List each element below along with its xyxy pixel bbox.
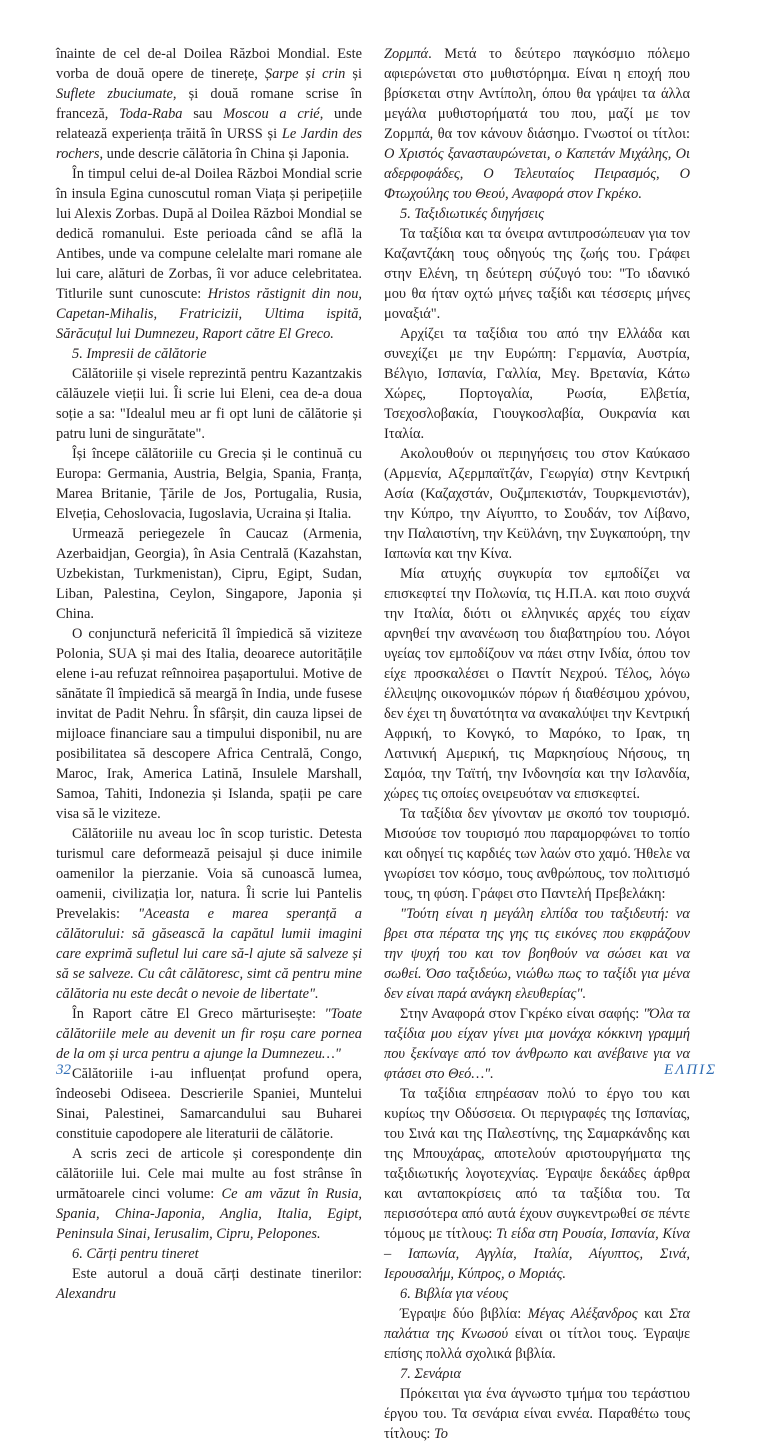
- journal-name: ΕΛΠΙΣ: [664, 1062, 717, 1078]
- section-heading: 6. Cărți pentru tineret: [72, 1246, 199, 1262]
- paragraph: [56, 824, 362, 1004]
- paragraph: [56, 1004, 362, 1064]
- book-title: Toda-Raba: [119, 106, 183, 122]
- paragraph: Ακολουθούν οι περιηγήσεις του στον Καύκασο (Αρμενία, Αζερμπαϊτζάν, Γεωργία) στην Κεντρική Ασία (Καζαχστάν, Ουζμπεκιστάν, Τουρκμενιστάν), την Κύπρο, την Αίγυπτο, το Σουδάν, τον Λίβανο, την Παλαιστίνη, την Κεϋλάνη, την Συγκαπούρη, την Ιαπωνία και την Κίνα.: [384, 446, 690, 562]
- paragraph: O conjunctură nefericită îl împiedică să viziteze Polonia, SUA și mai des Italia, deoarece autoritățile elene i-au refuzat reînnoirea pașaportului. Motive de sănătate îl împiedică să meargă în India, unde fusese invitat de Padit Nehru. În sfârșit, din cauza lipsei de mijloace financiare sau a timpului disponibil, nu are posibilitatea să descopere Africa Centrală, Congo, Maroc, Irak, America Latină, Insulele Marshall, Samoa, Tahiti, Indonezia și Islanda, spații pe care visa să le viziteze.: [56, 626, 362, 822]
- book-title: Suflete zbuciumate: [56, 86, 173, 102]
- text: A scris zeci de articole și corespondențe din călătoriile lui. Cele mai multe au fost strânse în următoarele cinci volume:: [56, 1146, 362, 1202]
- book-title: Μέγας Αλέξανδρος: [527, 1306, 638, 1322]
- book-title: Στα παλάτια της Κνωσού: [384, 1306, 691, 1342]
- section-heading: 7. Σενάρια: [400, 1366, 462, 1382]
- paragraph: [384, 1304, 690, 1364]
- paragraph: Αρχίζει τα ταξίδια του από την Ελλάδα και συνεχίζει με την Ευρώπη: Γερμανία, Αυστρία, Βέλγιο, Ισπανία, Γαλλία, Μεγ. Βρετανία, Κάτω Χώρες, Πορτογαλία, Ρωσία, Ελβετία, Τσεχοσλοβακία, Γιουγκοσλαβία, Ουκρανία και Ιταλία.: [384, 326, 690, 442]
- paragraph: Τα ταξίδια και τα όνειρα αντιπροσώπευαν για τον Καζαντζάκη τους οδηγούς της ζωής του. Γράφει στην Ελένη, τη δεύτερη σύζυγό του: "Το ιδανικό μου θα ήταν οχτώ μήνες ταξίδι και τέσσερις μήνες μοναξιά".: [384, 226, 690, 322]
- text: Στην Αναφορά στον Γκρέκο είναι σαφής:: [400, 1006, 644, 1022]
- book-titles: Hristos răstignit din nou, Capetan-Mihalis, Fratricizii, Ultima ispită, Sărăcuțul lui Dumnezeu, Raport către El Greco.: [56, 286, 362, 342]
- text: și: [345, 66, 362, 82]
- book-titles: Ce am văzut în Rusia, Spania, China-Japonia, Anglia, Italia, Egipt, Peninsula Sinai, Ierusalim, Cipru, Pelopones.: [56, 1186, 362, 1242]
- quote: "Aceasta e marea speranță a călătorului: să găsească la capătul lumii imagini care exprimă sufletul lui care să-l ajute să salveze și să se salveze. Cu cât călătoresc, simt că pentru mine călătoria nu este decât o nevoie de libertate".: [56, 906, 362, 1002]
- paragraph: Urmează periegezele în Caucaz (Armenia, Azerbaidjan, Georgia), în Asia Centrală (Kazahstan, Uzbekistan, Turkmenistan), Cipru, Egipt, Sudan, Liban, Palestina, Ceylon, Singapore, Japonia și China.: [56, 526, 362, 622]
- quote-text: "Τούτη είναι η μεγάλη ελπίδα του ταξιδευτή: να βρει στα πέρατα της γης τις εικόνες που εκφράζουν την ψυχή του και τον βοηθούν να σώσει και να σωθεί. Όσο ταξιδεύω, νιώθω πως το ταξίδι για μένα δεν είναι παρά ανάγκη ελευθερίας".: [384, 906, 690, 1002]
- paragraph: Τα ταξίδια δεν γίνονταν με σκοπό τον τουρισμό. Μισούσε τον τουρισμό που παραμορφώνει το τοπίο και οδηγεί τις καρδιές των λαών στο χαμό. Ήθελε να γνωρίσει τον κόσμο, τους ανθρώπους, τον πολιτισμό τους, τη φύση. Γράφει στο Παντελή Πρεβελάκη:: [384, 806, 690, 902]
- text: είναι οι τίτλοι τους. Έγραψε επίσης πολλά σχολικά βιβλία.: [384, 1326, 690, 1362]
- text: , unde descrie călătoria în China și Japonia.: [99, 146, 350, 162]
- book-titles: Τι είδα στη Ρουσία, Ισπανία, Κίνα – Ιαπωνία, Αγγλία, Ιταλία, Αίγυπτος, Σινά, Ιερουσαλήμ, Κύπρος, ο Μοριάς.: [384, 1226, 691, 1282]
- text: Este autorul a două cărți destinate tinerilor:: [72, 1266, 362, 1282]
- text: sau: [182, 106, 224, 122]
- text: înainte de cel de-al Doilea Război Mondial. Este vorba de două opere de tinerețe,: [56, 46, 362, 82]
- paragraph: [384, 1084, 690, 1284]
- paragraph: [384, 1384, 690, 1444]
- paragraph: [384, 44, 690, 204]
- quote: "Toate călătoriile mele au devenit un fir roșu care pornea de la om și urca pentru a ajunge la Dumnezeu…": [56, 1006, 362, 1062]
- paragraph: [56, 1144, 362, 1244]
- book-title: Șarpe și crin: [264, 66, 346, 82]
- paragraph: [56, 164, 362, 344]
- quote: "Όλα τα ταξίδια μου είχαν γίνει μια μονάχα κόκκινη γραμμή που ξεκίναγε από τον άνθρωπο και ανέβαινε για να φτάσει στο Θεό…".: [384, 1006, 690, 1082]
- section-heading: 6. Βιβλία για νέους: [400, 1286, 509, 1302]
- paragraph: Își începe călătoriile cu Grecia și le continuă cu Europa: Germania, Austria, Belgia, Spania, Franța, Marea Britanie, Țările de Jos, Portugalia, Rusia, Elveția, Cehoslovacia, Iugoslavia, Ucraina și Italia.: [56, 446, 362, 522]
- text: . Μετά το δεύτερο παγκόσμιο πόλεμο αφιερώνεται στο μυθιστόρημα. Είναι η εποχή που βρίσκεται στην Αντίπολη, όπου θα γράψει τα άλλα μεγάλα μυθιστορήματά του που, μαζί με τον Ζορμπά, θα τον κάνουν διάσημο. Γνωστοί οι τίτλοι:: [384, 46, 690, 142]
- book-title: Alexandru: [56, 1286, 116, 1302]
- paragraph: Μία ατυχής συγκυρία τον εμποδίζει να επισκεφτεί την Πολωνία, τις Η.Π.Α. και ποιο συχνά την Ιταλία, διότι οι ελληνικές αρχές του είχαν αρνηθεί την ανανέωση του διαβατηρίου του. Λόγοι υγείας τον εμποδίζουν να πάει στην Ινδία, όπου τον είχε προσκαλέσει ο Παντίτ Νεχρού. Τέλος, λόγω έλλειψης οικονομικών πόρων ή διαθέσιμου χρόνου, δεν έχει τη δυνατότητα να ανακαλύψει την Κεντρική Αφρική, το Κονγκό, το Μαρόκο, το Ιρακ, τη Λατινική Αμερική, τις Μαρκησίους Νήσους, τη Σαμόα, την Ταϊτή, την Ινδονησία και την Ισλανδία, χώρες τις οποίες ονειρευόταν να επισκεφτεί.: [384, 566, 690, 802]
- book-title: Ζορμπά: [384, 46, 429, 62]
- text: Τα ταξίδια επηρέασαν πολύ το έργο του και κυρίως την Οδύσσεια. Οι περιγραφές της Ισπανίας, του Σινά και της Παλεστίνης, της Σαμαρκάνδης και της Μπουχάρας, αποτελούν αριστουργήματα της ταξιδιωτικής λογοτεχνίας. Έγραψε δεκάδες άρθρα και ανταποκρίσεις από τα ταξίδια του. Τα περισσότερα από αυτά έχουν συγκεντρωθεί σε πέντε τόμους με τίτλους:: [384, 1086, 690, 1242]
- text: În Raport către El Greco mărturisește:: [72, 1006, 325, 1022]
- text: Πρόκειται για ένα άγνωστο τμήμα του τεράστιου έργου του. Τα σενάρια είναι εννέα. Παραθέτω τους τίτλους:: [384, 1386, 690, 1442]
- text: και: [637, 1306, 670, 1322]
- text: , și două romane scrise în franceză,: [56, 86, 362, 122]
- greek-column: [384, 44, 690, 1444]
- quote: [384, 904, 690, 1004]
- paragraph: Călătoriile i-au influențat profund opera, îndeosebi Odiseea. Descrierile Spaniei, Muntelui Sinai, Palestinei, Samarcandului sau Buharei constituie capodopere ale literaturii de călătorie.: [56, 1066, 362, 1142]
- section-heading: 5. Ταξιδιωτικές διηγήσεις: [400, 206, 545, 222]
- book-titles: Ο Χριστός ξανασταυρώνεται, ο Καπετάν Μιχάλης, Οι αδερφοφάδες, Ο Τελευταίος Πειρασμός, Ο Φτωχούλης του Θεού, Αναφορά στον Γκρέκο.: [384, 146, 690, 202]
- section-heading: 5. Impresii de călătorie: [72, 346, 207, 362]
- paragraph: Călătoriile și visele reprezintă pentru Kazantzakis călăuzele vieții lui. Îi scrie lui Eleni, cea de-a doua soție a sa: "Idealul meu ar fi opt luni de călătorie și patru luni de singurătate".: [56, 366, 362, 442]
- book-title: Le Jardin des rochers: [56, 126, 362, 162]
- text: Έγραψε δύο βιβλία:: [400, 1306, 528, 1322]
- romanian-column: [56, 44, 362, 1304]
- paragraph: [56, 44, 362, 164]
- text: Călătoriile nu aveau loc în scop turistic. Detesta turismul care deformează peisajul și duce inimile oamenilor la pierzanie. Voia să cunoască lumea, oamenii, civilizația lor, natura. Îi scrie lui Pantelis Prevelakis:: [56, 826, 362, 922]
- text: În timpul celui de-al Doilea Război Mondial scrie în insula Egina cunoscutul roman Viața și peripețiile lui Alexis Zorbas. După al Doilea Război Mondial se dedică romanului. Este perioada când se află la Antibes, unde va compune celelalte mari romane ale lui care, alături de Zorbas, îi vor aduce celebritatea. Titlurile sunt cunoscute:: [56, 166, 362, 302]
- book-title: Το: [434, 1426, 448, 1442]
- paragraph: [384, 1004, 690, 1084]
- text: , unde relatează experiența trăită în URSS și: [56, 106, 362, 142]
- page-number: 32: [56, 1062, 71, 1078]
- book-title: Moscou a crié: [223, 106, 320, 122]
- paragraph: [56, 1264, 362, 1304]
